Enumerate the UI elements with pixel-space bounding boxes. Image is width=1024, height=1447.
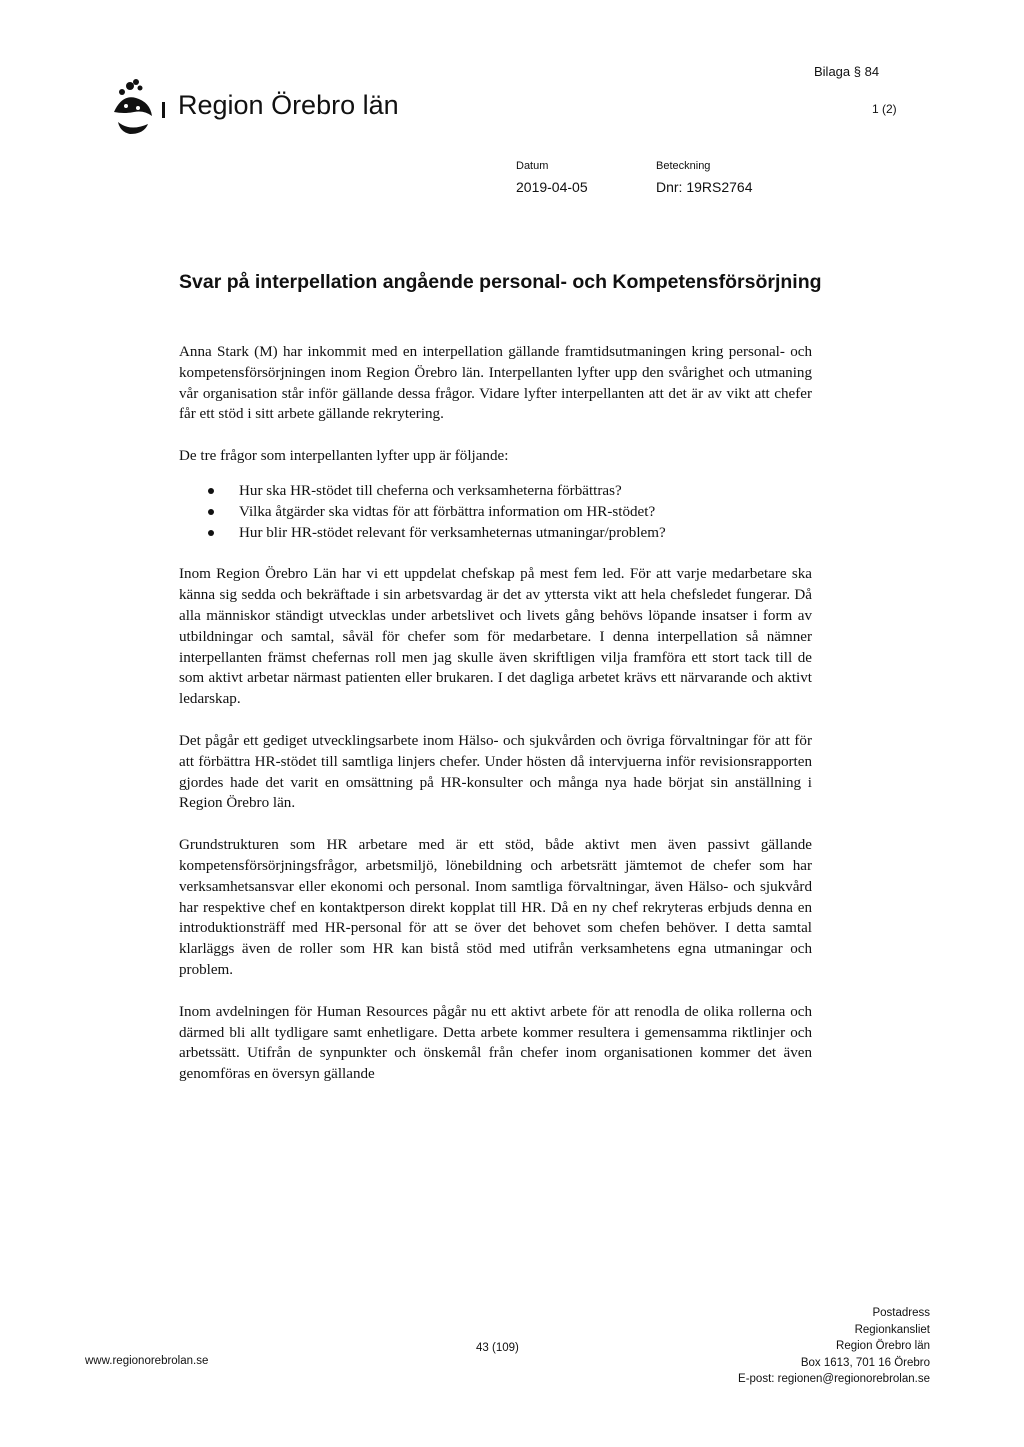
body-paragraph: Inom Region Örebro Län har vi ett uppdelat chefskap på mest fem led. För att varje medarbetare ska känna sig sedda och bekräftade i sin arbetsvardag är det av yttersta vikt att hela chefsledet fungerar. Då alla människor ständigt utvecklas under arbetslivet och livets gång behövs löpande insatser i form av utbildningar och samtal, såväl för chefer som för medarbetare. I denna interpellation så nämner interpellanten främst chefernas roll men jag skulle även skriftligen vilja framföra ett stort tack till de som aktivt arbetar närmast patienten eller brukaren. I det dagliga arbetet krävs ett närvarande och aktivt ledarskap. [179, 566, 812, 708]
bullet-icon [208, 488, 214, 494]
footer-page-number: 43 (109) [476, 1342, 519, 1354]
reference-value: Dnr: 19RS2764 [656, 179, 753, 195]
address-line: Region Örebro län [836, 1340, 930, 1352]
address-line: Regionkansliet [854, 1323, 930, 1336]
body-paragraph: Inom avdelningen för Human Resources pågår nu ett aktivt arbete för att renodla de olika rollerna och därmed bli allt tydligare samt enhetligare. Detta arbete kommer resultera i gemensamma riktlinjer och arbetssätt. Utifrån de synpunkter och önskemål från chefer inom organisationen kommer det även genomföras en översyn gällande [179, 1003, 812, 1083]
address-label: Postadress [872, 1307, 930, 1319]
document-title: Svar på interpellation angående personal- och Kompetensförsörjning [179, 271, 822, 293]
date-value: 2019-04-05 [516, 179, 588, 195]
questions-intro-paragraph: De tre frågor som interpellanten lyfter upp är följande: [179, 448, 509, 465]
date-label: Datum [516, 160, 549, 172]
footer-website: www.regionorebrolan.se [85, 1355, 209, 1367]
list-item: Vilka åtgärder ska vidtas för att förbättra information om HR-stödet? [179, 502, 812, 523]
attachment-label: Bilaga § 84 [814, 64, 880, 79]
list-item: Hur ska HR-stödet till cheferna och verksamheterna förbättras? [179, 481, 812, 502]
org-name: Region Örebro län [178, 90, 399, 120]
footer-address [738, 1305, 930, 1388]
address-line: Box 1613, 701 16 Örebro [800, 1356, 930, 1369]
region-logo-icon [100, 72, 172, 144]
reference-label: Beteckning [656, 160, 711, 172]
bullet-icon [208, 530, 214, 536]
document-body [179, 342, 812, 1106]
body-paragraph: Grundstrukturen som HR arbetare med är ett stöd, både aktivt men även passivt gällande kompetensförsörjningsfrågor, arbetsmiljö, lönebildning och arbetsrätt jämtemot de chefer som har verksamhetsansvar eller ekonomi och personal. Inom samtliga förvaltningar, även Hälso- och sjukvård har respektive chef en kontaktperson direkt kopplat till HR. Då en ny chef rekryteras erbjuds denna en introduktionsträff med HR-personal för att se över det behovet som chefen behöver. I detta samtal klarläggs även de roller som HR kan bistå stöd med utifrån verksamhetens egna utmaningar och problem. [179, 837, 812, 978]
questions-list [179, 481, 812, 543]
page-of-indicator: 1 (2) [872, 102, 897, 116]
footer-email: E-post: regionen@regionorebrolan.se [738, 1373, 930, 1385]
intro-paragraph: Anna Stark (M) har inkommit med en interpellation gällande framtidsutmaningen kring personal- och kompetensförsörjningen inom Region Örebro län. Interpellanten lyfter upp den svårighet och utmaning vår organisation står inför gällande dessa frågor. Vidare lyfter interpellanten att det är av vikt att chefer får ett stöd i sitt arbete gällande rekrytering. [179, 344, 812, 423]
list-item: Hur blir HR-stödet relevant för verksamheternas utmaningar/problem? [179, 523, 812, 544]
body-paragraph: Det pågår ett gediget utvecklingsarbete inom Hälso- och sjukvården och övriga förvaltningar för att för att förbättra HR-stödet till samtliga linjers chefer. Under hösten då intervjuerna inför revisionsrapporten gjordes hade det varit en omsättning på HR-konsulter och många nya hade börjat sin anställning i Region Örebro län. [179, 732, 812, 812]
bullet-icon [208, 509, 214, 515]
